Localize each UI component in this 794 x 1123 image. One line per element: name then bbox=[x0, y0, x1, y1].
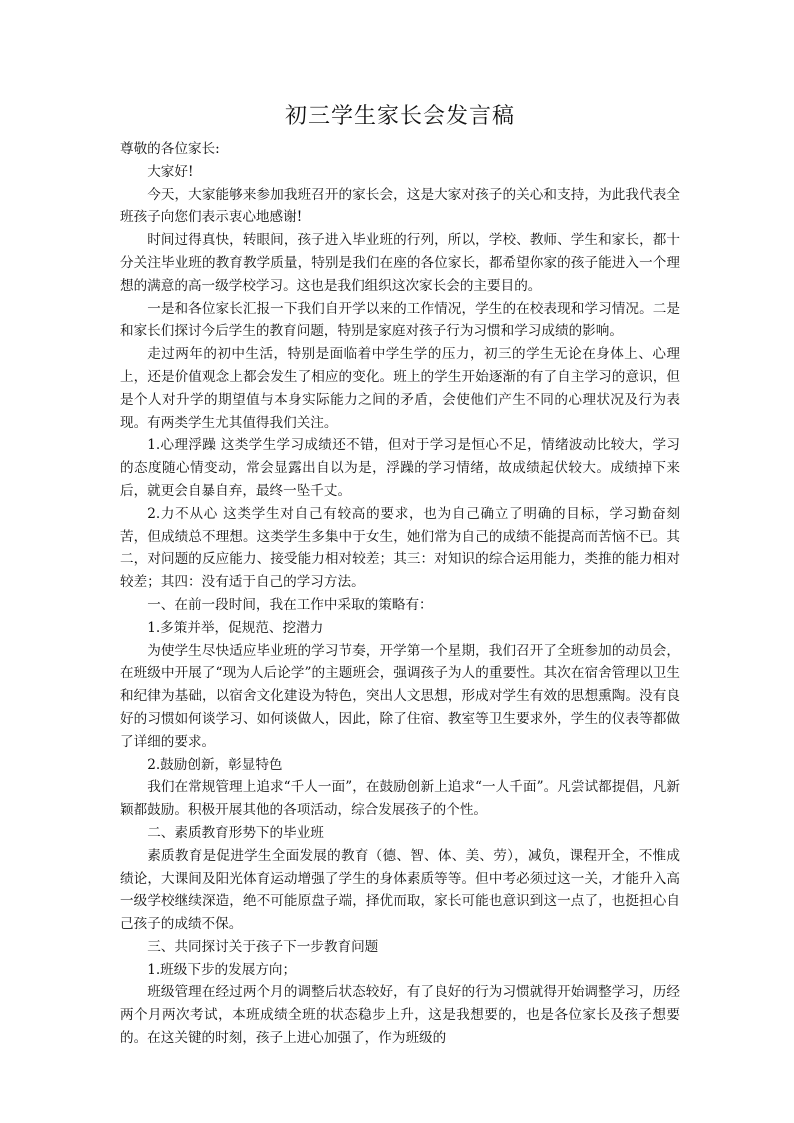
paragraph-strategy: 为使学生尽快适应毕业班的学习节奏，开学第一个星期，我们召开了全班参加的动员会，在班级中开展了“现为人后论学”的主题班会，强调孩子为人的重要性。其次在宿舍管理以卫生和纪律为基础，以宿舍文化建设为特色，突出人文思想，形成对学生有效的思想熏陶。没有良好的习惯如何谈学习、如何谈做人，因此，除了住宿、教室等卫生要求外，学生的仪表等都做了详细的要求。 bbox=[120, 642, 680, 750]
paragraph-type-1: 1.心理浮躁 这类学生学习成绩还不错，但对于学习是恒心不足，情绪波动比较大，学习的态度随心情变动，常会显露出自以为是，浮躁的学习情绪，故成绩起伏较大。成绩掉下来后，就更会自暴自弃，最终一坠千丈。 bbox=[120, 437, 680, 499]
subheading-1-2: 2.鼓励创新，彰显特色 bbox=[147, 756, 283, 773]
document-title: 初三学生家长会发言稿 bbox=[284, 104, 515, 129]
document-page bbox=[120, 102, 680, 1050]
section-heading-2: 二、素质教育形势下的毕业班 bbox=[147, 824, 324, 841]
subheading-1-1: 1.多策并举，促规范、挖潜力 bbox=[147, 619, 324, 636]
paragraph-student-changes: 走过两年的初中生活，特别是面临着中学生学的压力，初三的学生无论在身体上、心理上，还是价值观念上都会发生了相应的变化。班上的学生开始逐渐的有了自主学习的意识，但是个人对升学的期望值与本身实际能力之间的矛盾，会使他们产生不同的心理状况及行为表现。有两类学生尤其值得我们关注。 bbox=[120, 346, 680, 431]
salutation: 尊敬的各位家长: bbox=[120, 141, 220, 157]
section-heading-3: 三、共同探讨关于孩子下一步教育问题 bbox=[147, 938, 379, 955]
section-heading-1: 一、在前一段时间，我在工作中采取的策略有： bbox=[147, 596, 433, 613]
paragraph-innovation: 我们在常规管理上追求“千人一面”，在鼓励创新上追求“一人千面”。凡尝试都提倡，凡新颖都鼓励。积极开展其他的各项活动，综合发展孩子的个性。 bbox=[120, 779, 680, 819]
paragraph-thanks: 今天，大家能够来参加我班召开的家长会，这是大家对孩子的关心和支持，为此我代表全班孩子向您们表示衷心地感谢! bbox=[120, 186, 680, 226]
paragraph-agenda: 一是和各位家长汇报一下我们自开学以来的工作情况，学生的在校表现和学习情况。二是和家长们探讨今后学生的教育问题，特别是家庭对孩子行为习惯和学习成绩的影响。 bbox=[120, 300, 680, 340]
paragraph-class-direction: 班级管理在经过两个月的调整后状态较好，有了良好的行为习惯就得开始调整学习，历经两个月两次考试，本班成绩全班的状态稳步上升，这是我想要的，也是各位家长及孩子想要的。在这关键的时刻，孩子上进心加强了，作为班级的 bbox=[120, 984, 680, 1047]
paragraph-quality-education: 素质教育是促进学生全面发展的教育（德、智、体、美、劳），减负，课程开全，不惟成绩论，大课间及阳光体育运动增强了学生的身体素质等等。但中考必须过这一关，才能升入高一级学校继续深造，绝不可能原盘子端，择优而取，家长可能也意识到这一点了，也挺担心自己孩子的成绩不保。 bbox=[120, 847, 680, 933]
subheading-3-1: 1.班级下步的发展方向； bbox=[147, 961, 297, 978]
paragraph-type-2: 2.力不从心 这类学生对自己有较高的要求，也为自己确立了明确的目标，学习勤奋刻苦，但成绩总不理想。这类学生多集中于女生，她们常为自己的成绩不能提高而苦恼不已。其二，对问题的反应能力、接受能力相对较差；其三：对知识的综合运用能力，类推的能力相对较差；其四：没有适于自己的学习方法。 bbox=[120, 505, 680, 591]
paragraph-greeting: 大家好! bbox=[147, 163, 194, 180]
paragraph-purpose: 时间过得真快，转眼间，孩子进入毕业班的行列，所以，学校、教师、学生和家长，都十分关注毕业班的教育教学质量，特别是我们在座的各位家长，都希望你家的孩子能进入一个理想的满意的高一级学校学习。这也是我们组织这次家长会的主要目的。 bbox=[120, 232, 680, 294]
